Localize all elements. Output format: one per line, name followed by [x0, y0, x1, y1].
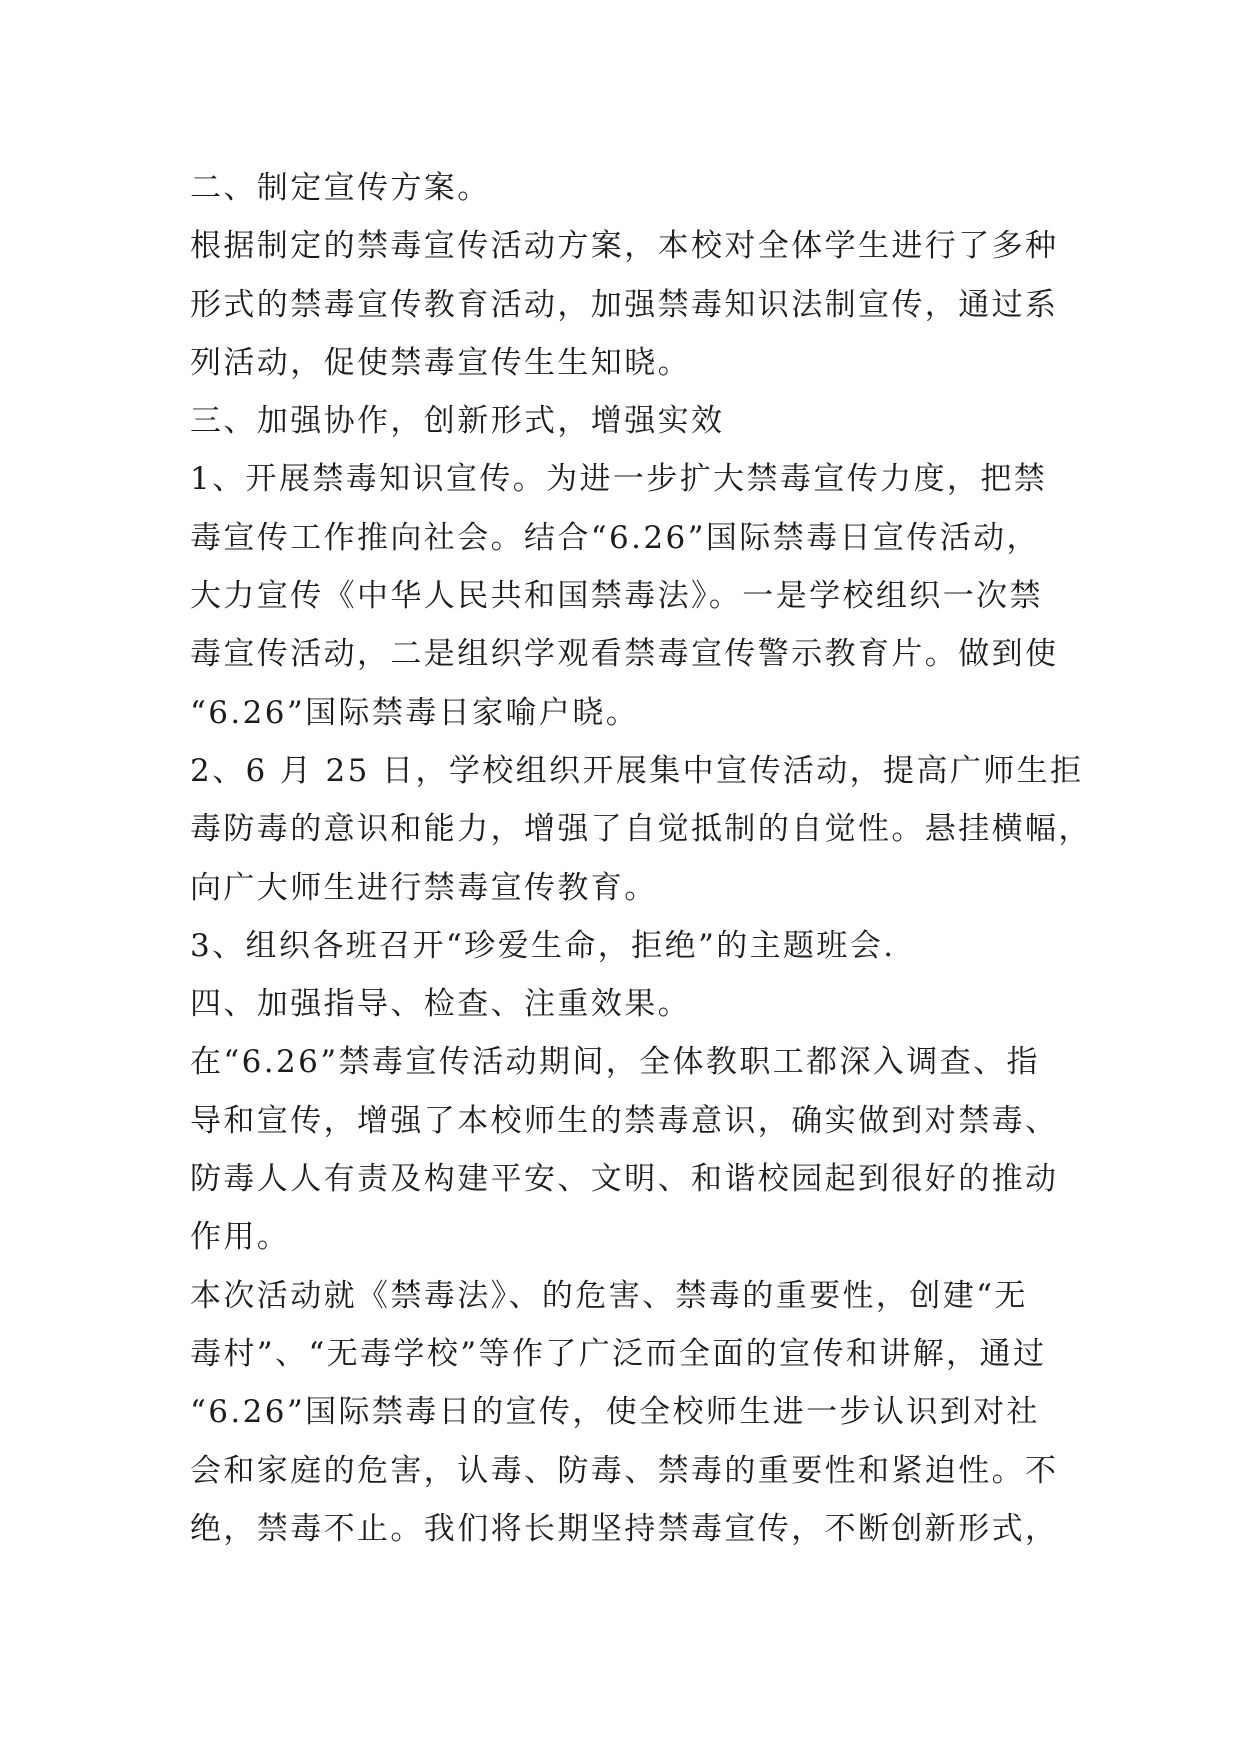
paragraph-line: “6.26”国际禁毒日的宣传，使全校师生进一步认识到对社: [190, 1394, 1040, 1431]
paragraph-line: 根据制定的禁毒宣传活动方案，本校对全体学生进行了多种: [190, 228, 1059, 265]
paragraph-line: 毒防毒的意识和能力，增强了自觉抵制的自觉性。悬挂横幅，: [190, 811, 1092, 848]
paragraph-line: 毒村”、“无毒学校”等作了广泛而全面的宣传和讲解，通过: [190, 1335, 1047, 1372]
paragraph-line: 毒宣传活动，二是组织学观看禁毒宣传警示教育片。做到使: [190, 636, 1059, 673]
paragraph-line: 本次活动就《禁毒法》、的危害、禁毒的重要性，创建“无: [190, 1277, 1028, 1314]
paragraph-line: 大力宣传《中华人民共和国禁毒法》。一是学校组织一次禁: [190, 578, 1043, 615]
paragraph-line: 列活动，促使禁毒宣传生生知晓。: [190, 344, 691, 381]
paragraph-line: 毒宣传工作推向社会。结合“6.26”国际禁毒日宣传活动，: [190, 519, 1040, 556]
paragraph-line: 2、6 月 25 日，学校组织开展集中宣传活动，提高广师生拒: [190, 752, 1084, 789]
paragraph-line: 会和家庭的危害，认毒、防毒、禁毒的重要性和紧迫性。不: [190, 1452, 1059, 1489]
document-body: [190, 159, 1092, 1558]
paragraph-line: “6.26”国际禁毒日家喻户晓。: [190, 694, 640, 731]
paragraph-line: 导和宣传，增强了本校师生的禁毒意识，确实做到对禁毒、: [190, 1102, 1059, 1139]
paragraph-line: 向广大师生进行禁毒宣传教育。: [190, 869, 658, 906]
heading-line: 二、制定宣传方案。: [190, 170, 491, 206]
paragraph-line: 1、开展禁毒知识宣传。为进一步扩大禁毒宣传力度，把禁: [190, 461, 1048, 498]
heading-line: 三、加强协作，创新形式，增强实效: [190, 403, 725, 440]
paragraph-line: 作用。: [190, 1219, 291, 1256]
paragraph-line: 3、组织各班召开“珍爱生命，拒绝”的主题班会.: [190, 927, 896, 964]
paragraph-line: 绝，禁毒不止。我们将长期坚持禁毒宣传，不断创新形式，: [190, 1510, 1059, 1547]
paragraph-line: 形式的禁毒宣传教育活动，加强禁毒知识法制宣传，通过系: [190, 286, 1059, 323]
paragraph-line: 在“6.26”禁毒宣传活动期间，全体教职工都深入调查、指: [190, 1044, 1040, 1081]
heading-line: 四、加强指导、检查、注重效果。: [190, 986, 691, 1023]
paragraph-line: 防毒人人有责及构建平安、文明、和谐校园起到很好的推动: [190, 1161, 1059, 1198]
